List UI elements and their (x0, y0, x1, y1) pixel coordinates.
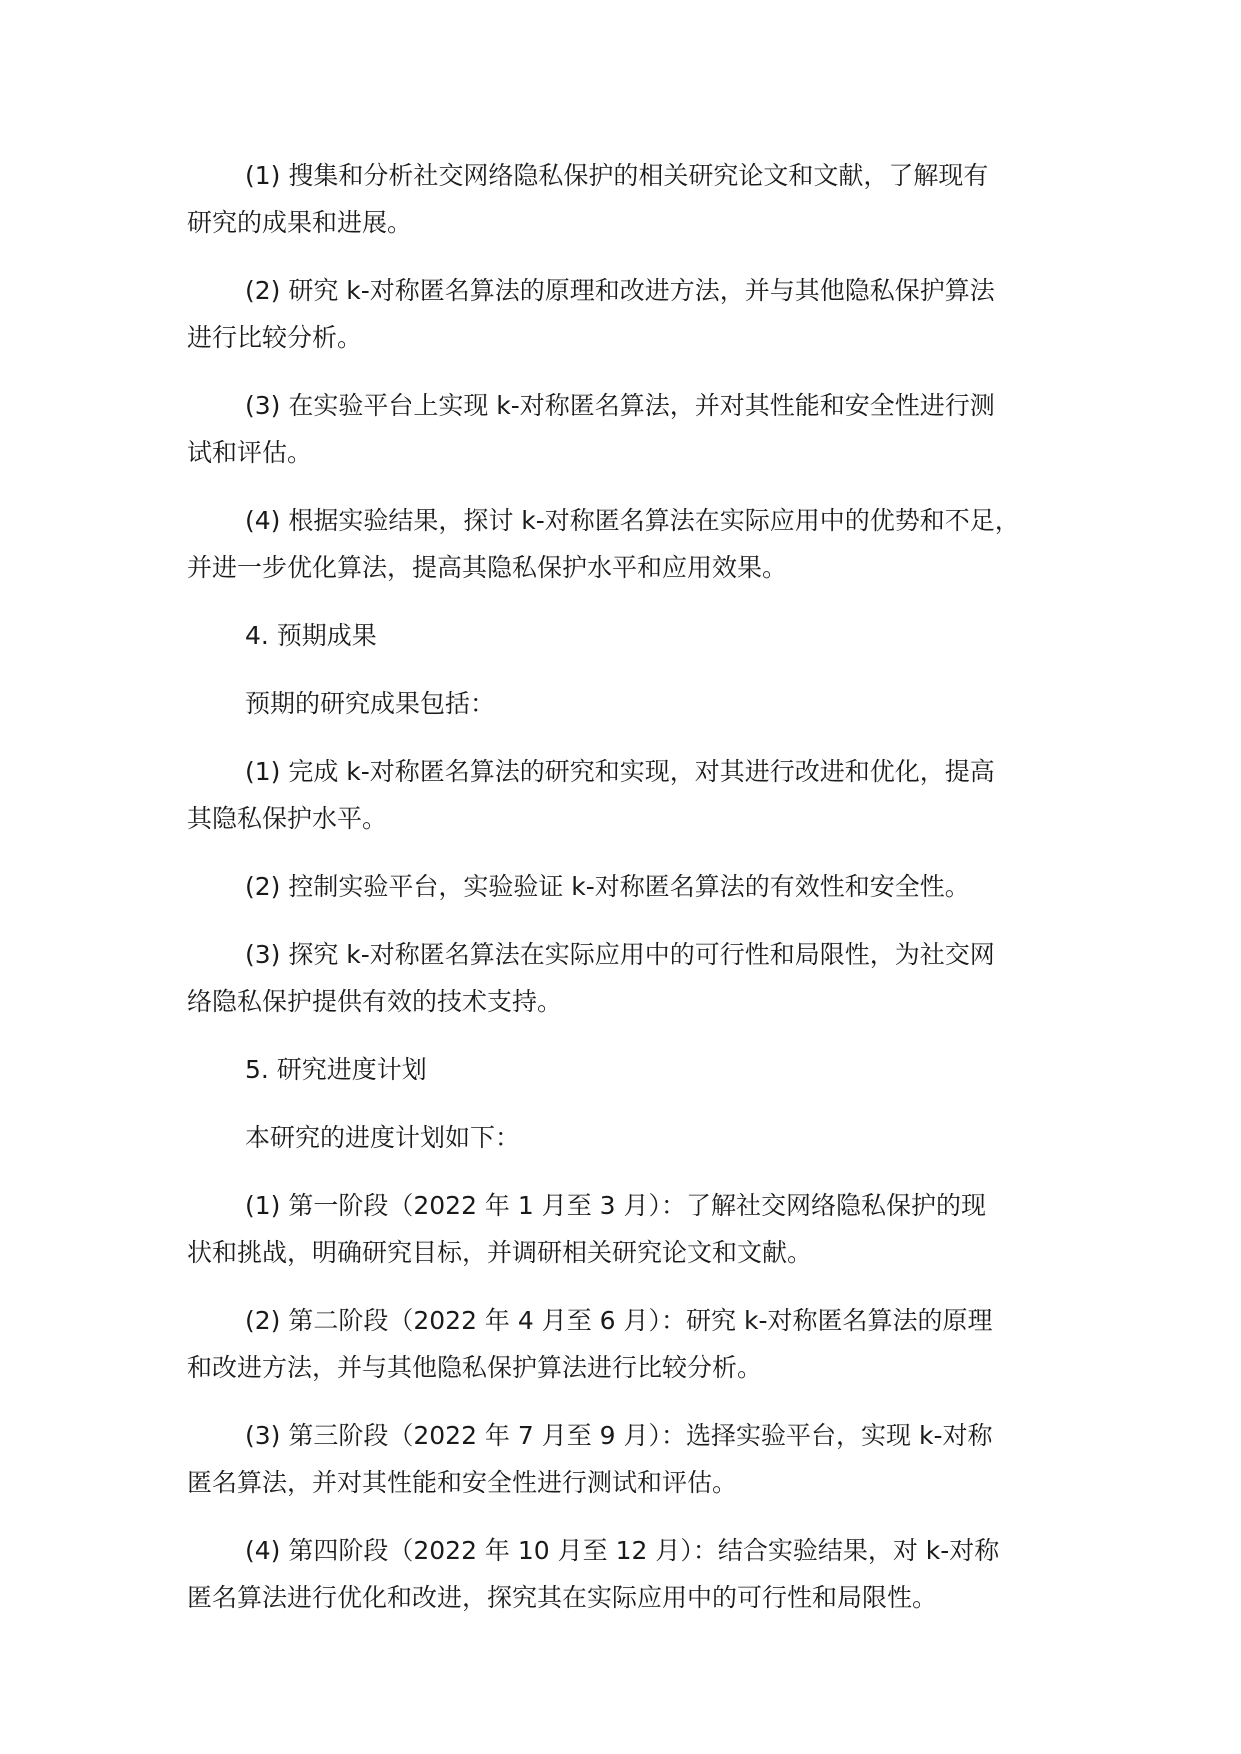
text-line: 和改进方法，并与其他隐私保护算法进行比较分析。 (187, 1353, 763, 1382)
section-heading-schedule (187, 1046, 1077, 1093)
text-line: (2) 第二阶段（2022 年 4 月至 6 月）：研究 k-对称匿名算法的原理 (245, 1306, 993, 1335)
schedule-stage-4 (187, 1527, 1077, 1621)
text-line: (1) 完成 k-对称匿名算法的研究和实现，对其进行改进和优化，提高 (245, 757, 995, 786)
text-line: 其隐私保护水平。 (187, 804, 388, 833)
text-line: 本研究的进度计划如下： (245, 1123, 521, 1152)
text-line: 研究的成果和进展。 (187, 208, 413, 237)
schedule-stage-1 (187, 1182, 1077, 1276)
text-line: (1) 搜集和分析社交网络隐私保护的相关研究论文和文献，了解现有 (245, 161, 989, 190)
method-item-4 (187, 497, 1077, 591)
text-line: (4) 根据实验结果，探讨 k-对称匿名算法在实际应用中的优势和不足， (245, 506, 1020, 535)
outcome-item-3 (187, 931, 1077, 1025)
text-line: (3) 在实验平台上实现 k-对称匿名算法，并对其性能和安全性进行测 (245, 391, 995, 420)
text-line: 匿名算法，并对其性能和安全性进行测试和评估。 (187, 1468, 738, 1497)
text-line: 试和评估。 (187, 438, 313, 467)
text-line: (1) 第一阶段（2022 年 1 月至 3 月）：了解社交网络隐私保护的现 (245, 1191, 987, 1220)
heading-text: 4. 预期成果 (245, 621, 377, 650)
outcome-item-2 (187, 863, 1077, 910)
text-line: (3) 探究 k-对称匿名算法在实际应用中的可行性和局限性，为社交网 (245, 940, 995, 969)
text-line: 状和挑战，明确研究目标，并调研相关研究论文和文献。 (187, 1238, 813, 1267)
method-item-3 (187, 382, 1077, 476)
schedule-stage-3 (187, 1412, 1077, 1506)
method-item-2 (187, 267, 1077, 361)
text-line: 预期的研究成果包括： (245, 689, 496, 718)
text-line: 络隐私保护提供有效的技术支持。 (187, 987, 563, 1016)
text-line: 并进一步优化算法，提高其隐私保护水平和应用效果。 (187, 553, 788, 582)
expected-results-intro (187, 680, 1077, 727)
text-line: (2) 控制实验平台，实验验证 k-对称匿名算法的有效性和安全性。 (245, 872, 970, 901)
text-line: (4) 第四阶段（2022 年 10 月至 12 月）：结合实验结果，对 k-对称 (245, 1536, 1000, 1565)
document-body (187, 152, 1077, 1642)
text-line: (3) 第三阶段（2022 年 7 月至 9 月）：选择实验平台，实现 k-对称 (245, 1421, 993, 1450)
heading-text: 5. 研究进度计划 (245, 1055, 427, 1084)
text-line: 进行比较分析。 (187, 323, 363, 352)
text-line: (2) 研究 k-对称匿名算法的原理和改进方法，并与其他隐私保护算法 (245, 276, 995, 305)
schedule-intro (187, 1114, 1077, 1161)
text-line: 匿名算法进行优化和改进，探究其在实际应用中的可行性和局限性。 (187, 1583, 938, 1612)
outcome-item-1 (187, 748, 1077, 842)
schedule-stage-2 (187, 1297, 1077, 1391)
method-item-1 (187, 152, 1077, 246)
section-heading-expected-results (187, 612, 1077, 659)
